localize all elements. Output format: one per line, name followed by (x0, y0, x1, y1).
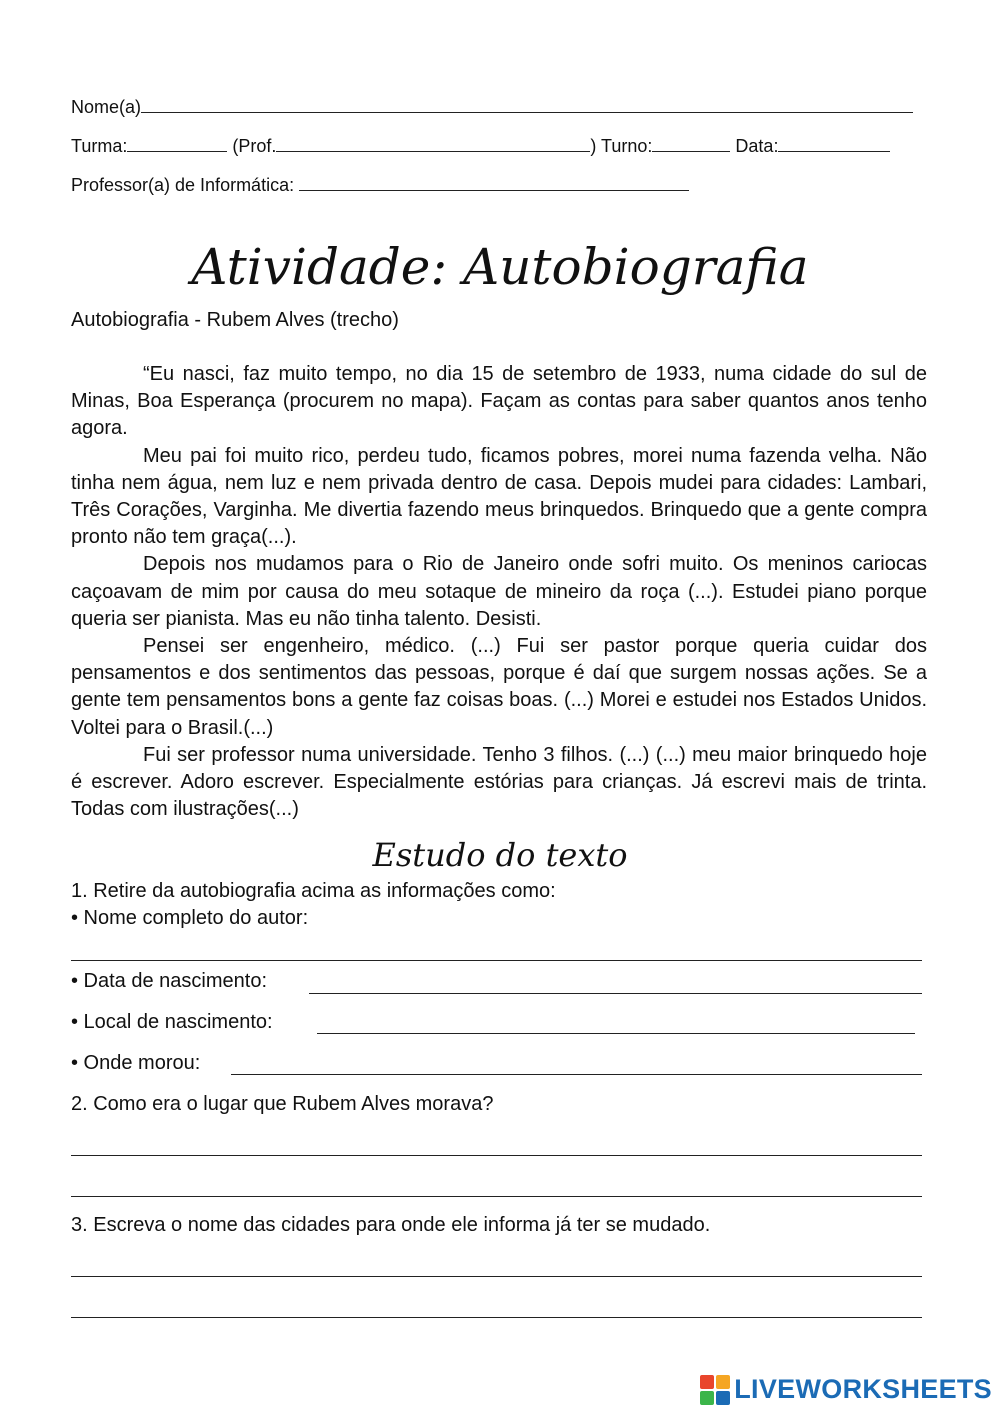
question-2: 2. Como era o lugar que Rubem Alves morava? (71, 1093, 494, 1115)
page-title: Atividade: Autobiografia (191, 238, 809, 296)
text-source: Autobiografia - Rubem Alves (trecho) (71, 309, 399, 331)
answer-line-q2-2[interactable] (71, 1196, 922, 1197)
paragraph: Fui ser professor numa universidade. Tenho 3 filhos. (...) (...) meu maior brinquedo hoje é escrever. Adoro escrever. Especialmente estórias para crianças. Já escrevi mais de trinta. Todas com ilustrações(...) (71, 743, 927, 821)
logo-square (700, 1391, 714, 1405)
prof-label: (Prof. (232, 136, 277, 156)
shift-label: ) Turno: (590, 136, 653, 156)
answer-line-birth-place[interactable] (317, 1033, 915, 1034)
shift-input-line[interactable] (652, 135, 730, 152)
date-input-line[interactable] (778, 135, 890, 152)
q1-item-lived: • Onde morou: (71, 1052, 201, 1074)
logo-square (716, 1375, 730, 1389)
informatics-teacher-label: Professor(a) de Informática: (71, 175, 295, 195)
answer-line-author-name[interactable] (71, 960, 922, 961)
paragraph: Meu pai foi muito rico, perdeu tudo, ficamos pobres, morei numa fazenda velha. Não tinha nem água, nem luz e nem privada dentro de casa. Depois mudei para cidades: Lambari, Três Corações, Varginha. Me divertia fazendo meus brinquedos. Brinquedo que a gente compra pronto não tem graça(...). (71, 444, 927, 549)
liveworksheets-logo (700, 1374, 992, 1405)
q1-item-birth-date: • Data de nascimento: (71, 970, 267, 992)
name-label: Nome(a) (71, 97, 142, 117)
logo-square (716, 1391, 730, 1405)
paragraph: “Eu nasci, faz muito tempo, no dia 15 de setembro de 1933, numa cidade do sul de Minas, Boa Esperança (procurem no mapa). Façam as contas para saber quantos anos tenho agora. (71, 363, 927, 440)
name-input-line[interactable] (141, 96, 913, 113)
logo-grid-icon (700, 1375, 730, 1405)
class-label: Turma: (71, 136, 128, 156)
class-input-line[interactable] (127, 135, 227, 152)
logo-square (700, 1375, 714, 1389)
class-field-row (71, 135, 890, 157)
autobiography-text (71, 361, 927, 823)
answer-line-q3-2[interactable] (71, 1317, 922, 1318)
answer-line-q2-1[interactable] (71, 1155, 922, 1156)
name-field-row (71, 96, 913, 118)
answer-line-q3-1[interactable] (71, 1276, 922, 1277)
question-3: 3. Escreva o nome das cidades para onde ele informa já ter se mudado. (71, 1214, 711, 1236)
question-1: 1. Retire da autobiografia acima as informações como: (71, 880, 556, 902)
prof-input-line[interactable] (276, 135, 590, 152)
answer-line-birth-date[interactable] (309, 993, 922, 994)
q1-item-birth-place: • Local de nascimento: (71, 1011, 273, 1033)
date-label: Data: (735, 136, 779, 156)
study-section-title: Estudo do texto (372, 836, 628, 874)
informatics-teacher-input-line[interactable] (299, 174, 689, 191)
logo-text: LIVEWORKSHEETS (734, 1374, 992, 1404)
paragraph: Depois nos mudamos para o Rio de Janeiro onde sofri muito. Os meninos cariocas caçoavam de mim por causa do meu sotaque de mineiro da roça (...). Estudei piano porque queria ser pianista. Mas eu não tinha talento. Desisti. (71, 553, 927, 630)
informatics-teacher-row (71, 174, 689, 196)
paragraph: Pensei ser engenheiro, médico. (...) Fui ser pastor porque queria cuidar dos pensamentos e dos sentimentos das pessoas, porque é daí que surgem nossas ações. Se a gente tem pensamentos bons a gente faz coisas boas. (...) Morei e estudei nos Estados Unidos. Voltei para o Brasil.(...) (71, 635, 927, 739)
answer-line-lived[interactable] (231, 1074, 922, 1075)
q1-item-author-name: • Nome completo do autor: (71, 907, 309, 929)
